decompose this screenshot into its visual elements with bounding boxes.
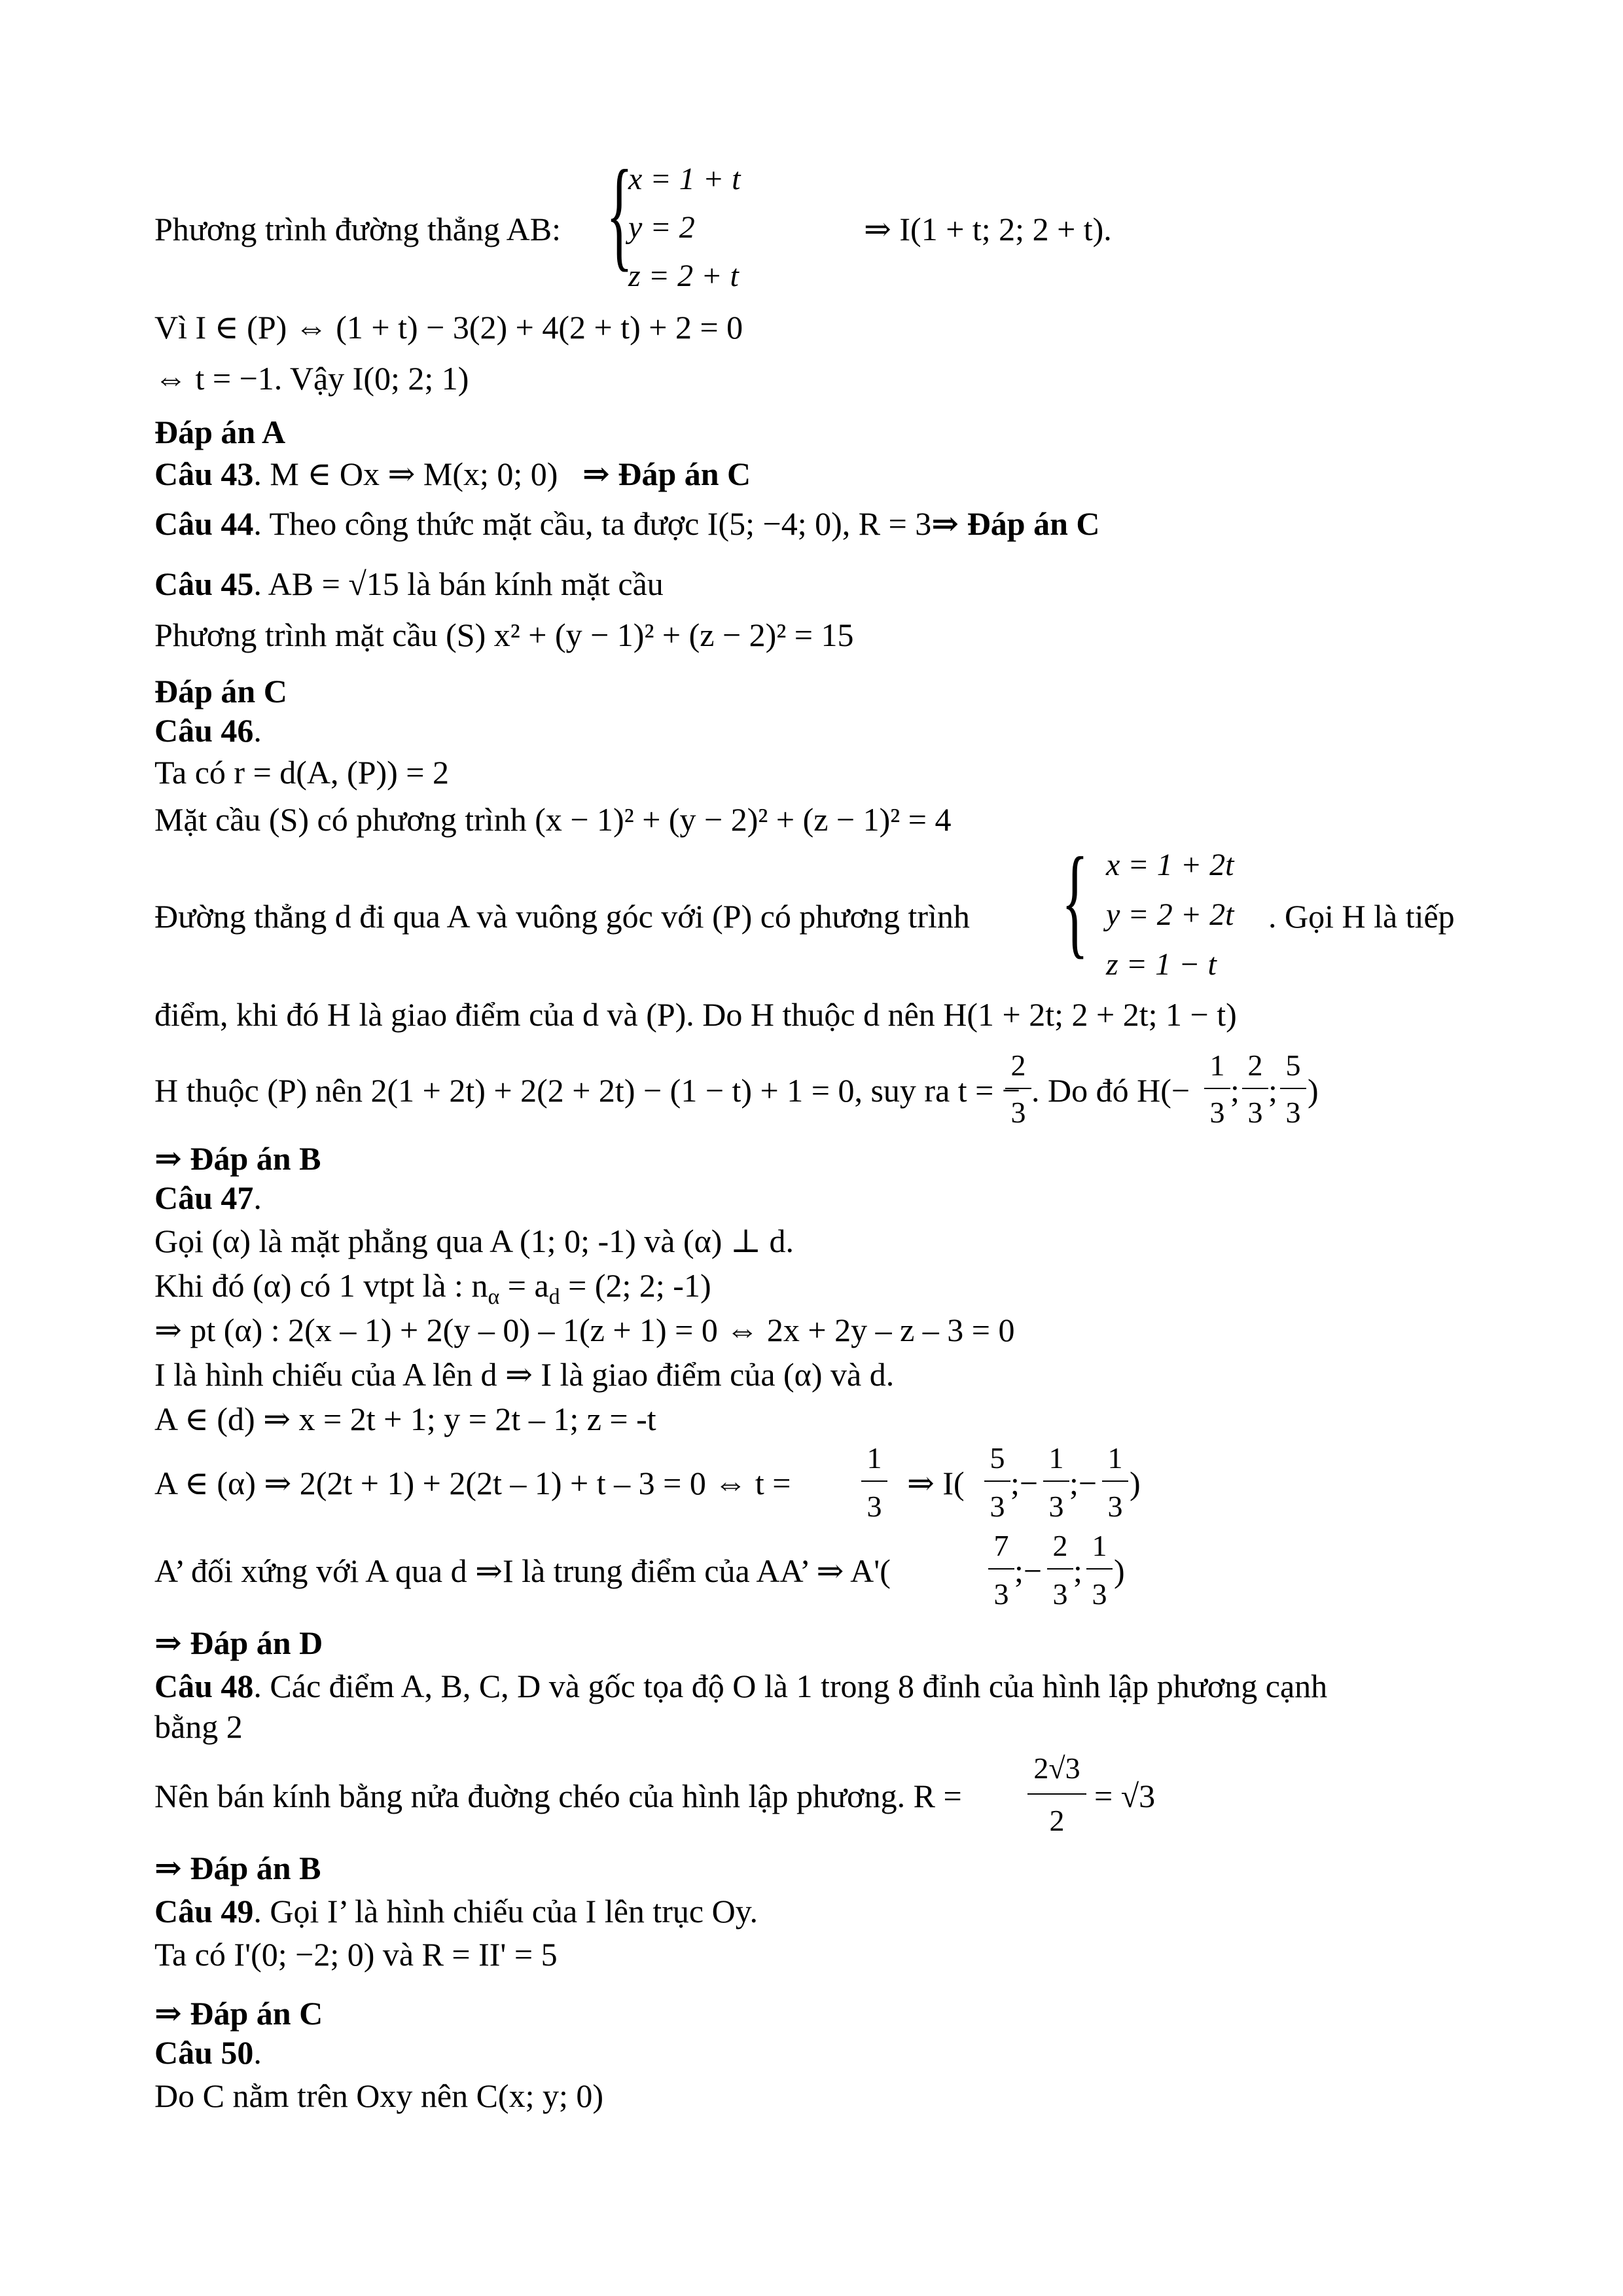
q43-label: Câu 43 <box>154 456 254 492</box>
answer-48: ⇒ Đáp án B <box>154 1850 321 1886</box>
q45-equation: Phương trình mặt cầu (S) x² + (y − 1)² + (z − 2)² = 15 <box>154 617 854 653</box>
ab-eq-x: x = 1 + t <box>628 162 741 196</box>
frac-a3-den: 3 <box>1092 1577 1107 1611</box>
close-i: ) <box>1130 1465 1141 1501</box>
q47-f-i: ⇒ I( <box>907 1465 965 1501</box>
ab-eq-y: y = 2 <box>628 210 695 245</box>
frac-h2-den: 3 <box>1247 1096 1263 1129</box>
answer-46: ⇒ Đáp án B <box>154 1140 321 1177</box>
answer-a: Đáp án A <box>154 414 286 450</box>
frac-tf-bar <box>861 1480 887 1482</box>
q47-label: Câu 47 <box>154 1179 254 1216</box>
sep-a1: ;− <box>1014 1552 1043 1589</box>
q44-label: Câu 44 <box>154 505 254 542</box>
ab-brace: { <box>606 145 633 283</box>
frac-r-num: 2√3 <box>1033 1751 1080 1785</box>
answer-49: ⇒ Đáp án C <box>154 1995 323 2032</box>
frac-h3-den: 3 <box>1285 1096 1301 1129</box>
frac-i3-num: 1 <box>1107 1441 1123 1475</box>
frac-h3-num: 5 <box>1285 1049 1301 1082</box>
q47-vec: = (2; 2; -1) <box>560 1267 711 1304</box>
frac-h1-bar <box>1204 1088 1230 1089</box>
q44-answer: ⇒ Đáp án C <box>931 505 1100 542</box>
q46-eq-x: x = 1 + 2t <box>1106 848 1234 882</box>
frac-i2-bar <box>1043 1480 1069 1482</box>
answer-45: Đáp án C <box>154 673 287 709</box>
q43-answer: ⇒ Đáp án C <box>582 456 751 492</box>
close-a: ) <box>1114 1552 1125 1589</box>
q47-line-g: A’ đối xứng với A qua d ⇒I là trung điểm của AA’ ⇒ A'( <box>154 1552 891 1589</box>
q49-line-b: Ta có I'(0; −2; 0) và R = II' = 5 <box>154 1936 558 1973</box>
frac-h1-den: 3 <box>1209 1096 1225 1129</box>
question-48 <box>154 1666 1327 1706</box>
question-44 <box>154 504 1100 543</box>
q46-eq-z: z = 1 − t <box>1106 947 1217 982</box>
frac-a1-bar <box>988 1568 1014 1570</box>
q47-line-c: ⇒ pt (α) : 2(x – 1) + 2(y – 0) – 1(z + 1) = 0 ⇔ 2x + 2y – z – 3 = 0 <box>154 1312 1015 1348</box>
q46-line-d-tail: . Gọi H là tiếp <box>1268 898 1455 935</box>
q49-text: . Gọi I’ là hình chiếu của I lên trục Oy. <box>253 1893 758 1929</box>
q47-line-d: I là hình chiếu của A lên d ⇒ I là giao điểm của (α) và d. <box>154 1356 895 1393</box>
q46-radius: Ta có r = d(A, (P)) = 2 <box>154 754 449 791</box>
sep-a2: ; <box>1073 1552 1082 1589</box>
question-45 <box>154 564 664 603</box>
q47-dot: . <box>253 1179 262 1216</box>
frac-t-den: 3 <box>1010 1096 1026 1129</box>
line-vi: Vì I ∈ (P) ⇔ (1 + t) − 3(2) + 4(2 + t) + 2 = 0 <box>154 309 743 346</box>
frac-a1-num: 7 <box>993 1529 1009 1562</box>
q47-line-f: A ∈ (α) ⇒ 2(2t + 1) + 2(2t – 1) + t – 3 = 0 ⇔ t = <box>154 1465 791 1501</box>
q49-label: Câu 49 <box>154 1893 254 1929</box>
frac-tf-num: 1 <box>866 1441 882 1475</box>
q50-label: Câu 50 <box>154 2034 254 2071</box>
frac-a3-bar <box>1086 1568 1113 1570</box>
q47-line-b <box>154 1266 711 1317</box>
q47-vtpt: Khi đó (α) có 1 vtpt là : n <box>154 1267 488 1304</box>
line-t: ⇔ t = −1. Vậy I(0; 2; 1) <box>154 360 469 397</box>
frac-i3-den: 3 <box>1107 1490 1123 1523</box>
q48-radius: Nên bán kính bằng nửa đuờng chéo của hình lập phương. R = <box>154 1778 962 1814</box>
frac-r-bar <box>1027 1793 1086 1795</box>
q46-sphere: Mặt cầu (S) có phương trình (x − 1)² + (y − 2)² + (z − 1)² = 4 <box>154 801 952 838</box>
q46-dot: . <box>253 712 262 749</box>
q46-line-d: Đường thẳng d đi qua A và vuông góc với (P) có phương trình <box>154 898 970 935</box>
sep-h1: ; <box>1230 1072 1240 1109</box>
frac-h1-num: 1 <box>1209 1049 1225 1082</box>
question-43 <box>154 454 751 493</box>
frac-i3-bar <box>1102 1480 1128 1482</box>
ab-label: Phương trình đường thẳng AB: <box>154 211 561 247</box>
frac-a1-den: 3 <box>993 1577 1009 1611</box>
q46-point-h: điểm, khi đó H là giao điểm của d và (P). Do H thuộc d nên H(1 + 2t; 2 + 2t; 1 − t) <box>154 996 1237 1033</box>
ab-eq-z: z = 2 + t <box>628 259 739 293</box>
question-46 <box>154 711 262 750</box>
frac-t-bar <box>1005 1088 1031 1089</box>
sep-i1: ;− <box>1010 1465 1039 1501</box>
frac-r-den: 2 <box>1049 1804 1065 1837</box>
frac-a2-num: 2 <box>1052 1529 1068 1562</box>
q46-h-plane: H thuộc (P) nên 2(1 + 2t) + 2(2 + 2t) − (1 − t) + 1 = 0, suy ra t = − <box>154 1072 1021 1109</box>
frac-t-num: 2 <box>1010 1049 1026 1082</box>
q46-h-do-do: . Do đó H(− <box>1031 1072 1190 1109</box>
q45-text: . AB = √15 là bán kính mặt cầu <box>253 565 664 602</box>
close-h: ) <box>1308 1072 1319 1109</box>
q47-line-e: A ∈ (d) ⇒ x = 2t + 1; y = 2t – 1; z = -t <box>154 1401 656 1437</box>
frac-h2-bar <box>1242 1088 1268 1089</box>
q48-text-2: bằng 2 <box>154 1708 243 1745</box>
frac-a2-bar <box>1047 1568 1073 1570</box>
frac-h2-num: 2 <box>1247 1049 1263 1082</box>
question-49 <box>154 1892 758 1931</box>
frac-h3-bar <box>1280 1088 1306 1089</box>
q48-radius-tail: = √3 <box>1094 1778 1156 1814</box>
q47-sub-d: d <box>548 1285 560 1309</box>
ab-result: ⇒ I(1 + t; 2; 2 + t). <box>864 211 1112 247</box>
frac-a2-den: 3 <box>1052 1577 1068 1611</box>
question-47 <box>154 1178 262 1217</box>
sep-i2: ;− <box>1069 1465 1097 1501</box>
q47-line-a: Gọi (α) là mặt phẳng qua A (1; 0; -1) và (α) ⊥ d. <box>154 1223 794 1259</box>
q48-text: . Các điểm A, B, C, D và gốc tọa độ O là 1 trong 8 đỉnh của hình lập phương cạnh <box>253 1668 1328 1704</box>
frac-i1-num: 5 <box>990 1441 1005 1475</box>
frac-i2-num: 1 <box>1048 1441 1064 1475</box>
q46-label: Câu 46 <box>154 712 254 749</box>
frac-tf-den: 3 <box>866 1490 882 1523</box>
q47-sub-alpha: α <box>488 1285 500 1309</box>
q43-text: . M ∈ Ox ⇒ M(x; 0; 0) <box>253 456 558 492</box>
q46-eq-y: y = 2 + 2t <box>1106 897 1234 932</box>
q44-text: . Theo công thức mặt cầu, ta được I(5; −4; 0), R = 3 <box>253 505 932 542</box>
q45-label: Câu 45 <box>154 565 254 602</box>
q50-dot: . <box>253 2034 262 2071</box>
q50-line-a: Do C nằm trên Oxy nên C(x; y; 0) <box>154 2077 604 2114</box>
frac-i1-den: 3 <box>990 1490 1005 1523</box>
frac-i1-bar <box>984 1480 1010 1482</box>
frac-a3-num: 1 <box>1092 1529 1107 1562</box>
sep-h2: ; <box>1268 1072 1277 1109</box>
q46-brace: { <box>1061 833 1089 970</box>
question-50 <box>154 2033 262 2072</box>
q47-mid: = a <box>499 1267 549 1304</box>
q48-label: Câu 48 <box>154 1668 254 1704</box>
frac-i2-den: 3 <box>1048 1490 1064 1523</box>
answer-47: ⇒ Đáp án D <box>154 1624 323 1661</box>
